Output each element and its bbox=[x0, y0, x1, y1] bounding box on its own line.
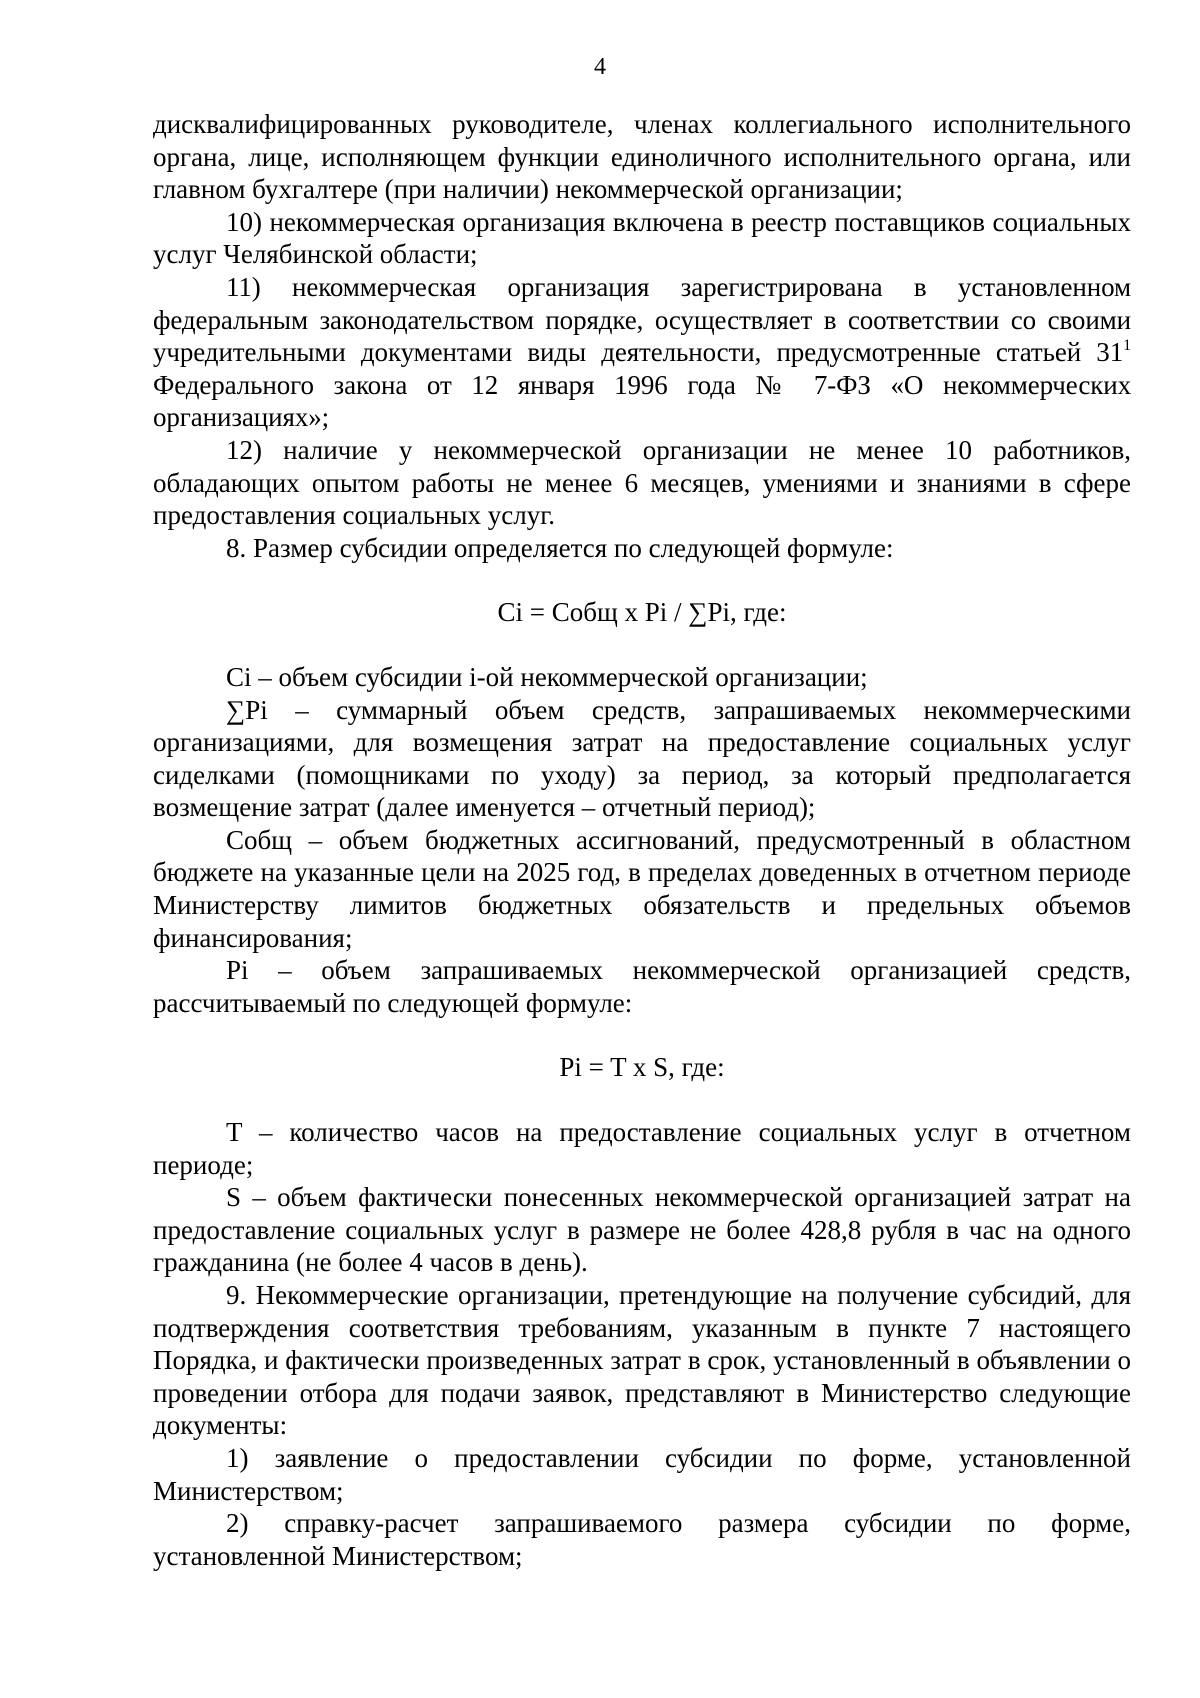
list-item-12: 12) наличие у некоммерческой организации не менее 10 работников, обладающих опытом работы не менее 6 месяцев, умениями и знаниями в сфере предоставления социальных услуг. bbox=[153, 434, 1131, 531]
definition-t: T – количество часов на предоставление социальных услуг в отчетном периоде; bbox=[153, 1117, 1131, 1180]
definition-s: S – объем фактически понесенных некоммерческой организацией затрат на предоставление социальных услуг в размере не более 428,8 рубля в час на одного гражданина (не более 4 часов в день). bbox=[153, 1182, 1131, 1278]
document-item-2: 2) справку-расчет запрашиваемого размера субсидии по форме, установленной Министерством; bbox=[153, 1508, 1131, 1571]
paragraph-continuation: дисквалифицированных руководителе, членах коллегиального исполнительного органа, лице, исполняющем функции единоличного исполнительного органа, или главном бухгалтере (при наличии) некоммерческой организации; bbox=[153, 109, 1131, 205]
clause-9: 9. Некоммерческие организации, претендующие на получение субсидий, для подтверждения соответствия требованиям, указанным в пункте 7 настоящего Порядка, и фактически произведенных затрат в срок, установленный в объявлении о проведении отбора для подачи заявок, представляют в Министерство следующие документы: bbox=[153, 1280, 1131, 1441]
page-number: 4 bbox=[594, 54, 606, 80]
list-item-11-text: 11) некоммерческая организация зарегистрирована в установленном федеральным законодательством порядке, осуществляет в соответствии со своими учредительными документами виды деятельности, предусмотренные статьей 31 bbox=[153, 271, 1131, 368]
list-item-11 bbox=[153, 271, 1131, 434]
definition-c-total: Cобщ – объем бюджетных ассигнований, предусмотренный в областном бюджете на указанные цели на 2025 год, в пределах доведенных в отчетном периоде Министерству лимитов бюджетных обязательств и предельных объемов финансирования; bbox=[153, 824, 1131, 953]
article-superscript: 1 bbox=[1123, 337, 1131, 355]
definition-ci: Ci – объем субсидии i-ой некоммерческой организации; bbox=[226, 661, 868, 692]
definition-pi: Pi – объем запрашиваемых некоммерческой организацией средств, рассчитываемый по следующей формуле: bbox=[153, 955, 1131, 1018]
definition-sum-pi: ∑Pi – суммарный объем средств, запрашиваемых некоммерческими организациями, для возмещения затрат на предоставление социальных услуг сиделками (помощниками по уходу) за период, за который предполагается возмещение затрат (далее именуется – отчетный период); bbox=[153, 694, 1131, 823]
document-item-1: 1) заявление о предоставлении субсидии по форме, установленной Министерством; bbox=[153, 1442, 1131, 1506]
list-item-10: 10) некоммерческая организация включена в реестр поставщиков социальных услуг Челябинской области; bbox=[153, 206, 1131, 270]
document-body bbox=[153, 108, 1131, 1572]
formula-subsidy: Ci = Cобщ x Pi / ∑Pi, где: bbox=[497, 597, 787, 628]
formula-pi: Pi = T x S, где: bbox=[559, 1052, 725, 1083]
list-item-11-text-end: Федерального закона от 12 января 1996 года № 7-ФЗ «О некоммерческих организациях»; bbox=[153, 369, 1131, 433]
clause-8: 8. Размер субсидии определяется по следующей формуле: bbox=[226, 532, 894, 563]
